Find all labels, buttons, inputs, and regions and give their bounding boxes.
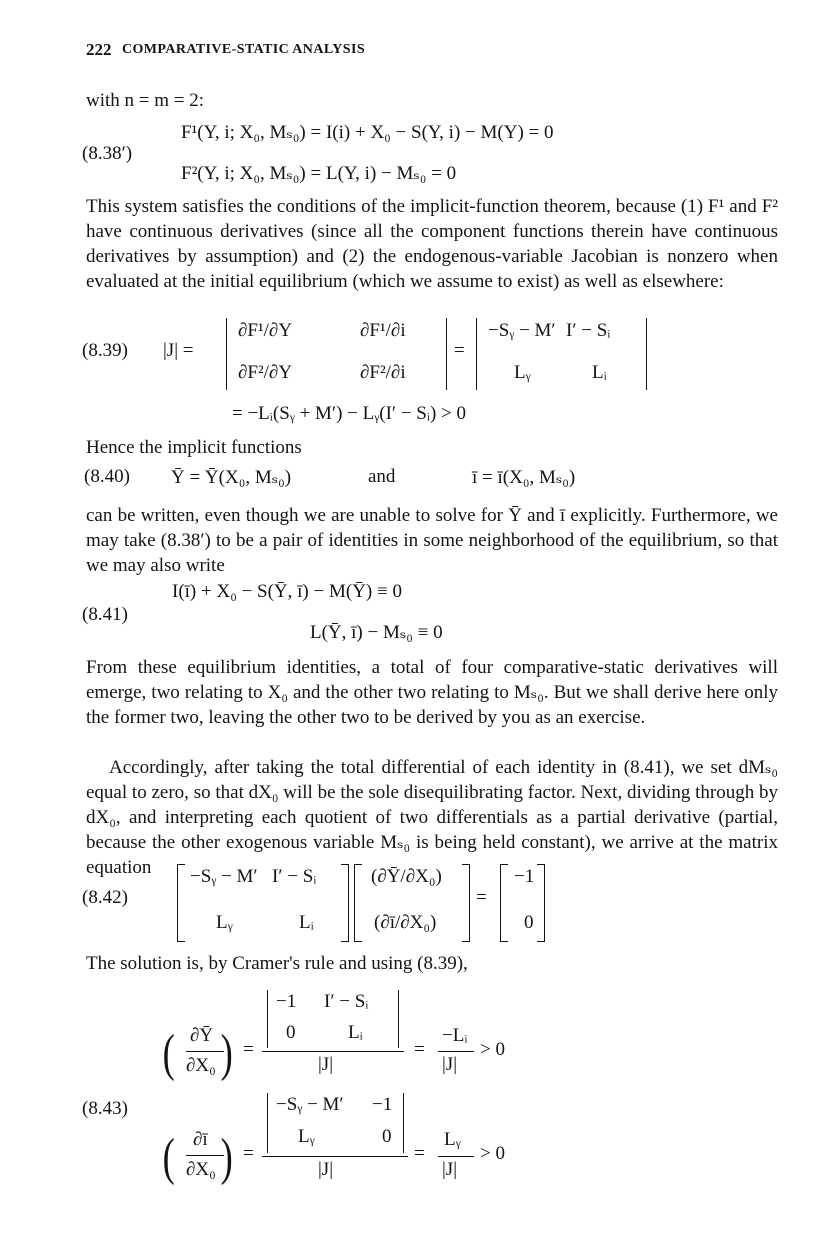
equation-lhs: |J| = bbox=[163, 340, 194, 361]
page-number: 222 bbox=[86, 40, 112, 59]
matrix-cell: Lᵢ bbox=[592, 362, 607, 383]
matrix-cell: 0 bbox=[382, 1126, 392, 1147]
equals-sign: = bbox=[243, 1039, 254, 1060]
right-paren: ) bbox=[220, 1025, 233, 1082]
vector-cell: −1 bbox=[514, 866, 535, 887]
equation-part: ī = ī(X₀, Mₛ₀) bbox=[472, 467, 576, 488]
jacobian: |J| bbox=[318, 1054, 334, 1075]
derivative-denominator: ∂X₀ bbox=[186, 1055, 216, 1076]
right-paren: ) bbox=[220, 1129, 233, 1186]
matrix-cell: ∂F¹/∂i bbox=[360, 320, 406, 341]
equation-line: I(ī) + X₀ − S(Ȳ, ī) − M(Ȳ) ≡ 0 bbox=[172, 581, 402, 602]
intro-line: with n = m = 2: bbox=[86, 90, 205, 111]
equals-sign: = bbox=[454, 340, 465, 361]
determinant-bar bbox=[403, 1093, 404, 1153]
matrix-cell: Lᵢ bbox=[299, 912, 314, 933]
left-paren: ( bbox=[162, 1129, 175, 1186]
text-line: Hence the implicit functions bbox=[86, 437, 302, 458]
fraction-bar bbox=[262, 1051, 404, 1052]
derivative-numerator: ∂Ȳ bbox=[190, 1025, 214, 1046]
vector-cell: (∂Ȳ/∂X₀) bbox=[371, 866, 442, 887]
vector-cell: (∂ī/∂X₀) bbox=[374, 912, 437, 933]
text-line: The solution is, by Cramer's rule and using (8.39), bbox=[86, 953, 468, 974]
equation-label: (8.41) bbox=[82, 604, 128, 625]
matrix-cell: Lᵧ bbox=[298, 1126, 315, 1147]
inequality: > 0 bbox=[480, 1143, 505, 1164]
fraction-bar bbox=[186, 1155, 224, 1156]
determinant-bar bbox=[267, 990, 268, 1048]
equation-label: (8.43) bbox=[82, 1098, 128, 1119]
determinant-bar bbox=[446, 318, 447, 390]
fraction-bar bbox=[438, 1156, 474, 1157]
matrix-cell: ∂F²/∂i bbox=[360, 362, 406, 383]
matrix-cell: −1 bbox=[372, 1094, 393, 1115]
determinant-bar bbox=[267, 1093, 268, 1153]
equation-label: (8.42) bbox=[82, 887, 128, 908]
matrix-cell: −1 bbox=[276, 991, 297, 1012]
paragraph: can be written, even though we are unable to solve for Ȳ and ī explicitly. Furthermore, we may take (8.38′) to be a pair of identities in some neighborhood of the equilibrium, so that we may also write bbox=[86, 505, 778, 576]
paragraph: From these equilibrium identities, a total of four comparative-static derivatives will emerge, two relating to X₀ and the other two relating to Mₛ₀. But we shall derive here only the former two, leaving the other two to be derived by you as an exercise. bbox=[86, 657, 778, 728]
equals-sign: = bbox=[243, 1143, 254, 1164]
fraction-bar bbox=[262, 1156, 408, 1157]
matrix-bracket bbox=[341, 864, 349, 942]
equals-sign: = bbox=[414, 1039, 425, 1060]
vector-cell: 0 bbox=[524, 912, 534, 933]
equation-line: F¹(Y, i; X₀, Mₛ₀) = I(i) + X₀ − S(Y, i) − M(Y) = 0 bbox=[181, 122, 554, 143]
jacobian: |J| bbox=[442, 1054, 458, 1075]
determinant-bar bbox=[476, 318, 477, 390]
matrix-cell: ∂F²/∂Y bbox=[238, 362, 293, 383]
equation-connector: and bbox=[368, 466, 396, 487]
equals-sign: = bbox=[476, 887, 487, 908]
determinant-bar bbox=[646, 318, 647, 390]
derivative-numerator: ∂ī bbox=[193, 1129, 208, 1150]
paragraph: Accordingly, after taking the total differential of each identity in (8.41), we set dMₛ₀ equal to zero, so that dX₀ will be the sole disequilibrating factor. Next, dividing through by dX₀, and interpreting each quotient of two differentials as a partial derivative (partial, because the other exogenous variable Mₛ₀ is being held constant), we arrive at the matrix equation bbox=[86, 757, 778, 878]
equation-line: = −Lᵢ(Sᵧ + M′) − Lᵧ(I′ − Sᵢ) > 0 bbox=[232, 403, 467, 424]
equation-part: Ȳ = Ȳ(X₀, Mₛ₀) bbox=[171, 467, 292, 488]
determinant-bar bbox=[226, 318, 227, 390]
matrix-cell: Lᵧ bbox=[216, 912, 233, 933]
equation-label: (8.38′) bbox=[82, 143, 133, 164]
paragraph: This system satisfies the conditions of the implicit-function theorem, because (1) F¹ and F² have continuous derivatives (since all the component functions therein have continuous derivatives by assumption) and (2) the endogenous-variable Jacobian is nonzero when evaluated at the initial equilibrium (which we assume to exist) as well as elsewhere: bbox=[86, 196, 778, 292]
result-numerator: −Lᵢ bbox=[442, 1025, 468, 1046]
equals-sign: = bbox=[414, 1143, 425, 1164]
matrix-cell: ∂F¹/∂Y bbox=[238, 320, 293, 341]
inequality: > 0 bbox=[480, 1039, 505, 1060]
jacobian: |J| bbox=[318, 1159, 334, 1180]
matrix-cell: −Sᵧ − M′ bbox=[190, 866, 258, 887]
matrix-bracket bbox=[177, 864, 185, 942]
matrix-cell: I′ − Sᵢ bbox=[566, 320, 611, 341]
derivative-denominator: ∂X₀ bbox=[186, 1159, 216, 1180]
matrix-cell: −Sᵧ − M′ bbox=[488, 320, 556, 341]
fraction-bar bbox=[438, 1051, 474, 1052]
running-head-title: COMPARATIVE-STATIC ANALYSIS bbox=[122, 42, 366, 57]
matrix-cell: I′ − Sᵢ bbox=[272, 866, 317, 887]
determinant-bar bbox=[398, 990, 399, 1048]
left-paren: ( bbox=[162, 1025, 175, 1082]
matrix-cell: 0 bbox=[286, 1022, 296, 1043]
jacobian: |J| bbox=[442, 1159, 458, 1180]
vector-bracket bbox=[537, 864, 545, 942]
equation-label: (8.40) bbox=[84, 466, 130, 487]
matrix-cell: Lᵧ bbox=[514, 362, 531, 383]
matrix-cell: Lᵢ bbox=[348, 1022, 363, 1043]
vector-bracket bbox=[500, 864, 508, 942]
result-numerator: Lᵧ bbox=[444, 1129, 461, 1150]
equation-label: (8.39) bbox=[82, 340, 128, 361]
matrix-cell: I′ − Sᵢ bbox=[324, 991, 369, 1012]
equation-line: F²(Y, i; X₀, Mₛ₀) = L(Y, i) − Mₛ₀ = 0 bbox=[181, 163, 457, 184]
matrix-cell: −Sᵧ − M′ bbox=[276, 1094, 344, 1115]
vector-bracket bbox=[354, 864, 362, 942]
vector-bracket bbox=[462, 864, 470, 942]
equation-line: L(Ȳ, ī) − Mₛ₀ ≡ 0 bbox=[310, 622, 443, 643]
fraction-bar bbox=[186, 1051, 224, 1052]
